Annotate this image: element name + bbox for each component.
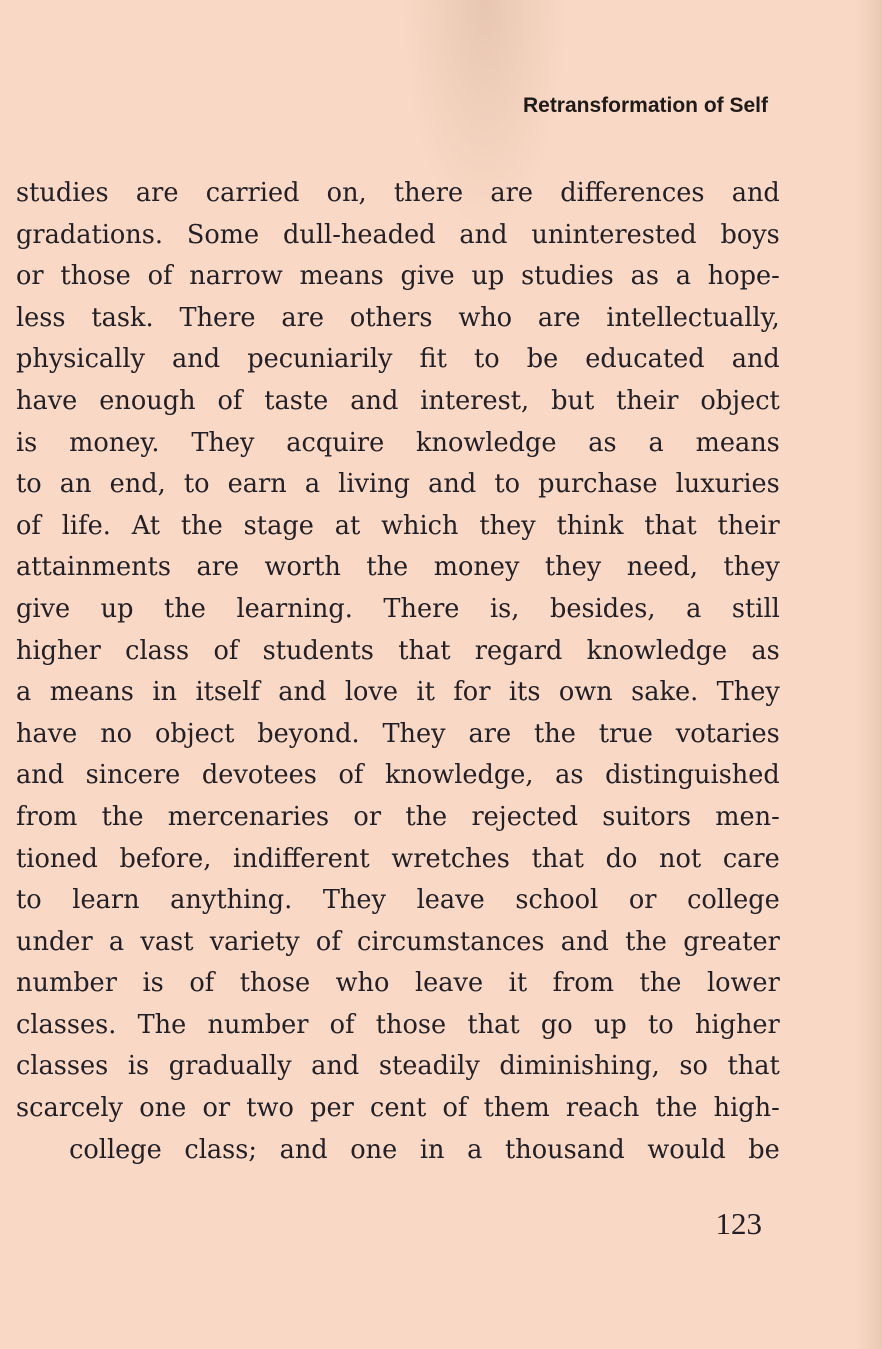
text-line: to an end, to earn a living and to purchase luxuries: [16, 468, 780, 500]
text-line: to learn anything. They leave school or college: [16, 884, 780, 916]
text-line: gradations. Some dull-headed and uninterested boys: [16, 218, 780, 250]
text-line: higher class of students that regard knowledge as: [16, 634, 780, 666]
text-line: have no object beyond. They are the true votaries: [16, 717, 780, 749]
text-line: attainments are worth the money they need, they: [16, 551, 780, 583]
text-line: give up the learning. There is, besides, a still: [16, 592, 780, 624]
text-line: classes. The number of those that go up to higher: [16, 1008, 780, 1040]
text-line: or those of narrow means give up studies as a hope-: [16, 260, 780, 292]
text-line: physically and pecuniarily fit to be educated and: [16, 343, 780, 375]
text-line: a means in itself and love it for its own sake. They: [16, 676, 780, 708]
text-line: less task. There are others who are intellectually,: [16, 301, 780, 333]
page-number: 123: [715, 1206, 762, 1241]
text-line: number is of those who leave it from the lower: [16, 967, 780, 999]
text-line: from the mercenaries or the rejected suitors men-: [16, 800, 780, 832]
text-line: is money. They acquire knowledge as a means: [16, 426, 780, 458]
text-line: of life. At the stage at which they think that their: [16, 509, 780, 541]
text-line: have enough of taste and interest, but their object: [16, 384, 780, 416]
body-text: [16, 172, 780, 1170]
text-line: college class; and one in a thousand would be: [69, 1133, 780, 1165]
text-line: under a vast variety of circumstances and the greater: [16, 925, 780, 957]
text-line: studies are carried on, there are differences and: [16, 177, 780, 208]
text-line: and sincere devotees of knowledge, as distinguished: [16, 759, 780, 791]
running-head: Retransformation of Self: [522, 94, 768, 117]
text-line: scarcely one or two per cent of them reach the high-: [16, 1092, 780, 1124]
text-line: tioned before, indifferent wretches that do not care: [16, 842, 780, 874]
text-line: classes is gradually and steadily diminishing, so that: [16, 1050, 780, 1082]
